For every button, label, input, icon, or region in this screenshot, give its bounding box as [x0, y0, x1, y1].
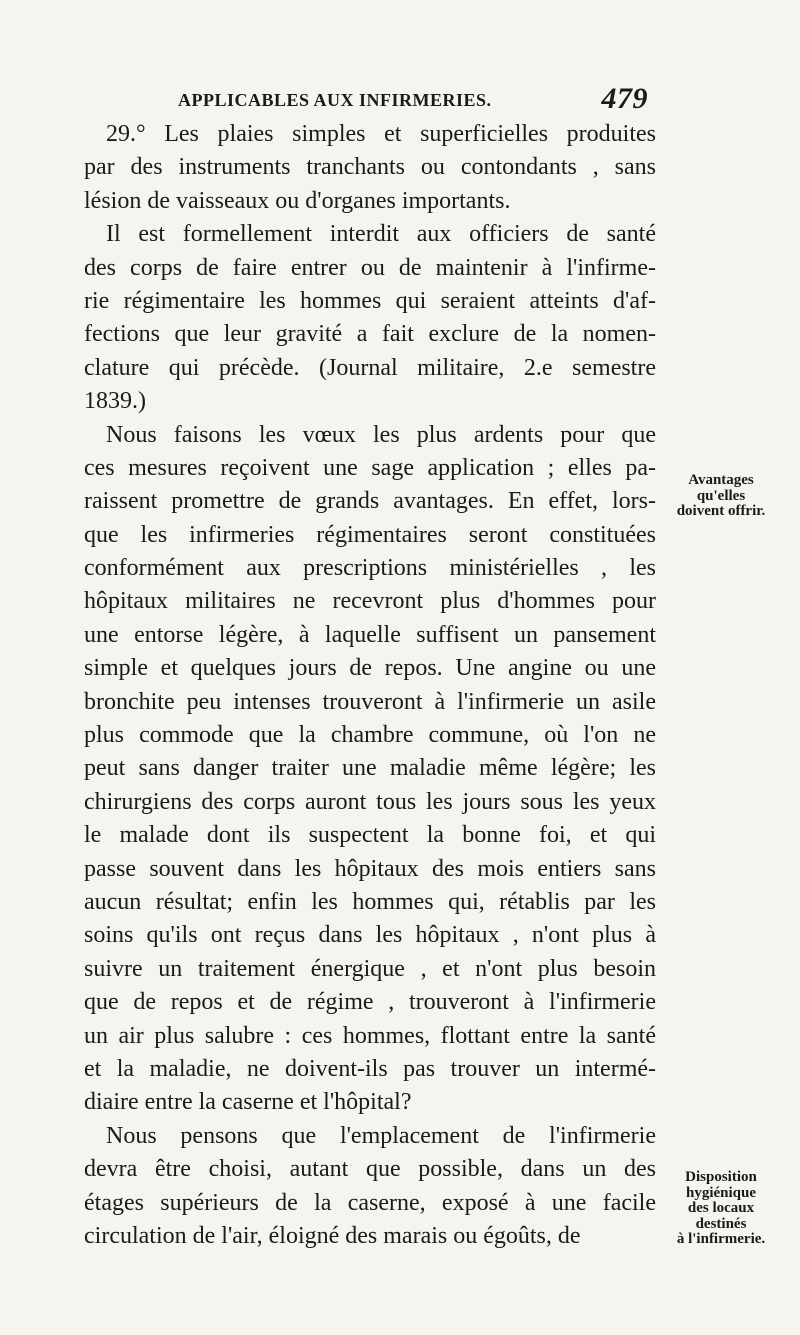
text-line: hôpitaux militaires ne recevront plus d'hommes pour [84, 588, 656, 615]
margin-note-line: à l'infirmerie. [676, 1231, 766, 1247]
text-line: étages supérieurs de la caserne, exposé à une facile [84, 1189, 656, 1216]
margin-note-line: destinés [695, 1215, 747, 1232]
text-line: fections que leur gravité a fait exclure de la nomen- [84, 321, 656, 348]
text-line: que les infirmeries régimentaires seront constituées [84, 521, 656, 548]
running-header [178, 82, 648, 115]
text-line: soins qu'ils ont reçus dans les hôpitaux , n'ont plus à [84, 922, 656, 949]
margin-note-line: Disposition [685, 1169, 757, 1185]
margin-note-disposition [662, 1170, 780, 1248]
body-text [84, 118, 656, 1253]
text-line: 29.° Les plaies simples et superficielles produites [106, 121, 656, 147]
paragraph [84, 419, 656, 1120]
text-line: passe souvent dans les hôpitaux des mois entiers sans [84, 855, 656, 882]
text-line: conformément aux prescriptions ministérielles , les [84, 555, 656, 582]
text-line: des corps de faire entrer ou de maintenir à l'infirme- [84, 254, 656, 281]
margin-note-line: Avantages [688, 472, 754, 488]
paragraph [84, 218, 656, 418]
text-line: Nous faisons les vœux les plus ardents pour que [106, 421, 656, 448]
text-line: suivre un traitement énergique , et n'ont plus besoin [84, 955, 656, 982]
text-line: 1839.) [84, 388, 146, 415]
text-line: ces mesures reçoivent une sage application ; elles pa- [84, 454, 656, 481]
text-line: chirurgiens des corps auront tous les jours sous les yeux [84, 788, 656, 815]
text-line: le malade dont ils suspectent la bonne foi, et qui [84, 822, 656, 849]
margin-note-line: doivent offrir. [676, 503, 766, 519]
text-line: diaire entre la caserne et l'hôpital? [84, 1089, 412, 1116]
text-line: une entorse légère, à laquelle suffisent un pansement [84, 621, 656, 648]
text-line: raissent promettre de grands avantages. En effet, lors- [84, 488, 656, 515]
paragraph [84, 118, 656, 218]
text-line: un air plus salubre : ces hommes, flottant entre la santé [84, 1022, 656, 1049]
text-line: aucun résultat; enfin les hommes qui, rétablis par les [84, 888, 656, 915]
text-line: lésion de vaisseaux ou d'organes importants. [84, 187, 511, 214]
text-line: clature qui précède. (Journal militaire, 2.e semestre [84, 354, 656, 381]
margin-note-line: des locaux [687, 1200, 755, 1216]
text-line: rie régimentaire les hommes qui seraient atteints d'af- [84, 287, 656, 314]
text-line: et la maladie, ne doivent-ils pas trouver un intermé- [84, 1055, 656, 1082]
page-number: 479 [601, 82, 648, 115]
text-line: simple et quelques jours de repos. Une angine ou une [84, 655, 656, 682]
text-line: Il est formellement interdit aux officiers de santé [106, 221, 656, 248]
text-line: Nous pensons que l'emplacement de l'infirmerie [106, 1122, 656, 1149]
text-line: circulation de l'air, éloigné des marais ou égoûts, de [84, 1222, 581, 1249]
margin-note-line: hygiénique [685, 1184, 757, 1201]
margin-note-line: qu'elles [696, 487, 746, 504]
text-line: plus commode que la chambre commune, où l'on ne [84, 722, 656, 749]
margin-note-avantages [662, 473, 780, 520]
text-line: devra être choisi, autant que possible, dans un des [84, 1156, 656, 1183]
paragraph [84, 1120, 656, 1254]
header-title: APPLICABLES AUX INFIRMERIES. [178, 90, 492, 110]
text-line: bronchite peu intenses trouveront à l'infirmerie un asile [84, 688, 656, 715]
text-line: que de repos et de régime , trouveront à l'infirmerie [84, 989, 656, 1016]
text-line: par des instruments tranchants ou contondants , sans [84, 154, 656, 181]
text-line: peut sans danger traiter une maladie même légère; les [84, 755, 656, 782]
